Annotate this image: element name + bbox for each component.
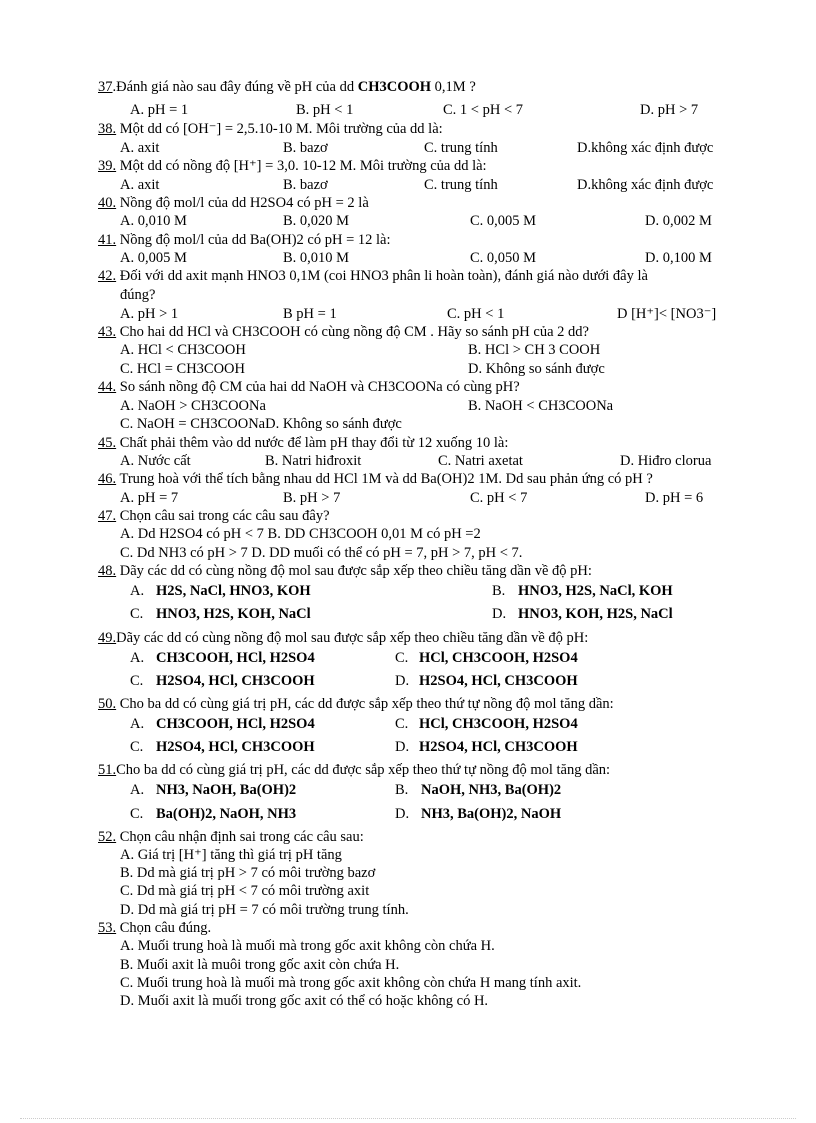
option-c: C. Dd mà giá trị pH < 7 có môi trường axit: [120, 883, 370, 899]
option-c: C. pH < 7: [470, 490, 528, 506]
option-c: HNO3, H2S, KOH, NaCl: [156, 606, 311, 622]
option-a: CH3COOH, HCl, H2SO4: [156, 650, 315, 666]
question-text: Chọn câu sai trong các câu sau đây?: [116, 508, 330, 524]
question-number: 50.: [98, 696, 117, 712]
option-c-label: C.: [395, 716, 409, 732]
question-text: So sánh nồng độ CM của hai dd NaOH và CH3COONa có cùng pH?: [116, 379, 520, 395]
option-a: CH3COOH, HCl, H2SO4: [156, 716, 315, 732]
question-text: Một dd có nồng độ [H⁺] = 3,0. 10-12 M. Môi trường của dd là:: [116, 158, 487, 174]
option-d: D. 0,100 M: [645, 250, 712, 266]
option-a: A. axit: [120, 140, 160, 156]
option-b: B. bazơ: [283, 177, 328, 193]
question-text-line2: đúng?: [120, 287, 156, 303]
option-c-label: C.: [130, 606, 144, 622]
option-a-label: A.: [130, 650, 145, 666]
question-44: [98, 379, 520, 396]
question-number: 49.: [98, 630, 117, 646]
option-b: B. pH < 1: [296, 102, 354, 118]
option-a: NH3, NaOH, Ba(OH)2: [156, 782, 297, 798]
question-37: [98, 79, 476, 96]
question-number: 47.: [98, 508, 117, 524]
option-a: A. 0,010 M: [120, 213, 187, 229]
question-text: Nồng độ mol/l của dd Ba(OH)2 có pH = 12 là:: [116, 232, 391, 248]
option-d: H2SO4, HCl, CH3COOH: [419, 739, 578, 755]
question-52: [98, 829, 364, 846]
question-text: Đối với dd axit mạnh HNO3 0,1M (coi HNO3 phân li hoàn toàn), đánh giá nào dưới đây là: [116, 268, 648, 284]
question-text: Cho ba dd có cùng giá trị pH, các dd được sắp xếp theo thứ tự nồng độ mol tăng dần:: [116, 696, 614, 712]
option-d-label: D.: [395, 806, 410, 822]
option-a: A. pH = 7: [120, 490, 179, 506]
option-a: A. Nước cất: [120, 453, 191, 469]
question-number: 42.: [98, 268, 117, 284]
option-d: D. Không so sánh được: [468, 361, 605, 377]
question-text: Nồng độ mol/l của dd H2SO4 có pH = 2 là: [116, 195, 369, 211]
question-number: 41.: [98, 232, 117, 248]
option-d: D. Muối axit là muối trong gốc axit có thể có hoặc không có H.: [120, 993, 489, 1009]
option-d: NH3, Ba(OH)2, NaOH: [421, 806, 562, 822]
option-d: HNO3, KOH, H2S, NaCl: [518, 606, 673, 622]
question-text-tail: 0,1M ?: [431, 79, 476, 95]
option-c: C. HCl = CH3COOH: [120, 361, 245, 377]
option-c2-label: C.: [130, 739, 144, 755]
option-a: A. Muối trung hoà là muối mà trong gốc axit không còn chứa H.: [120, 938, 495, 954]
question-number: 40.: [98, 195, 117, 211]
question-number: 38.: [98, 121, 117, 137]
option-b: B. 0,010 M: [283, 250, 350, 266]
question-text: Một dd có [OH⁻] = 2,5.10-10 M. Môi trường của dd là:: [116, 121, 443, 137]
option-b-label: B.: [395, 782, 409, 798]
option-a: A. pH = 1: [130, 102, 189, 118]
option-cd: C. Dd NH3 có pH > 7 D. DD muối có thể có pH = 7, pH > 7, pH < 7.: [120, 545, 523, 561]
question-number: 45.: [98, 435, 117, 451]
option-b: HNO3, H2S, NaCl, KOH: [518, 583, 673, 599]
question-45: [98, 435, 508, 452]
option-a-label: A.: [130, 716, 145, 732]
question-number: 43.: [98, 324, 117, 340]
option-b-label: B.: [492, 583, 506, 599]
question-number: 39.: [98, 158, 117, 174]
option-d-label: D.: [492, 606, 507, 622]
question-number: 46.: [98, 471, 117, 487]
option-c: C. trung tính: [424, 177, 498, 193]
option-a: A. NaOH > CH3COONa: [120, 398, 266, 414]
option-c2: H2SO4, HCl, CH3COOH: [156, 673, 315, 689]
option-c: C. 1 < pH < 7: [443, 102, 523, 118]
option-b: B pH = 1: [283, 306, 337, 322]
question-text: Dãy các dd có cùng nồng độ mol sau được sắp xếp theo chiều tăng dần về độ pH:: [116, 630, 589, 646]
option-d: H2SO4, HCl, CH3COOH: [419, 673, 578, 689]
option-d: D. pH = 6: [645, 490, 704, 506]
option-b: B. HCl > CH 3 COOH: [468, 342, 601, 358]
question-number: 37: [98, 79, 113, 95]
question-text: Cho hai dd HCl và CH3COOH có cùng nồng độ CM . Hãy so sánh pH của 2 dd?: [116, 324, 589, 340]
option-a: A. pH > 1: [120, 306, 179, 322]
option-d: D.không xác định được: [577, 177, 714, 193]
option-d: D. Dd mà giá trị pH = 7 có môi trường trung tính.: [120, 902, 409, 918]
option-c: HCl, CH3COOH, H2SO4: [419, 716, 578, 732]
question-48: [98, 563, 592, 580]
question-46: [98, 471, 653, 488]
option-c-label: C.: [130, 806, 144, 822]
option-b: B. bazơ: [283, 140, 328, 156]
option-ab: A. Dd H2SO4 có pH < 7 B. DD CH3COOH 0,01 M có pH =2: [120, 526, 481, 542]
question-41: [98, 232, 391, 249]
question-text: Dãy các dd có cùng nồng độ mol sau được sắp xếp theo chiều tăng dần về độ pH:: [116, 563, 592, 579]
option-d: D. Hiđro clorua: [620, 453, 712, 469]
question-text: Cho ba dd có cùng giá trị pH, các dd được sắp xếp theo thứ tự nồng độ mol tăng dần:: [116, 762, 611, 778]
option-b: B. Dd mà giá trị pH > 7 có môi trường bazơ: [120, 865, 376, 881]
option-c2-label: C.: [130, 673, 144, 689]
option-c: HCl, CH3COOH, H2SO4: [419, 650, 578, 666]
option-b: B. Natri hiđroxit: [265, 453, 362, 469]
question-40: [98, 195, 369, 212]
option-c-label: C.: [395, 650, 409, 666]
option-cd: C. NaOH = CH3COONaD. Không so sánh được: [120, 416, 402, 432]
option-c: C. Natri axetat: [438, 453, 523, 469]
option-a: A. 0,005 M: [120, 250, 187, 266]
option-a-label: A.: [130, 782, 145, 798]
option-c: C. 0,050 M: [470, 250, 537, 266]
option-d-label: D.: [395, 673, 410, 689]
option-b: NaOH, NH3, Ba(OH)2: [421, 782, 562, 798]
option-c: C. trung tính: [424, 140, 498, 156]
question-text: Chất phải thêm vào dd nước để làm pH thay đổi từ 12 xuống 10 là:: [116, 435, 509, 451]
option-c2: H2SO4, HCl, CH3COOH: [156, 739, 315, 755]
question-42: [98, 268, 648, 285]
question-text: Trung hoà với thể tích bằng nhau dd HCl 1M và dd Ba(OH)2 1M. Dd sau phản ứng có pH ?: [116, 471, 653, 487]
option-c: C. Muối trung hoà là muối mà trong gốc axit không còn chứa H mang tính axit.: [120, 975, 582, 991]
question-53: [98, 920, 211, 937]
option-a-label: A.: [130, 583, 145, 599]
question-number: 44.: [98, 379, 117, 395]
option-d: D. pH > 7: [640, 102, 699, 118]
option-d: D.không xác định được: [577, 140, 714, 156]
option-d: D. 0,002 M: [645, 213, 712, 229]
question-49: [98, 630, 588, 647]
question-50: [98, 696, 614, 713]
question-number: 51.: [98, 762, 117, 778]
question-38: [98, 121, 443, 138]
question-number: 52.: [98, 829, 117, 845]
option-b: B. 0,020 M: [283, 213, 350, 229]
option-d-label: D.: [395, 739, 410, 755]
option-b: B. NaOH < CH3COONa: [468, 398, 614, 414]
option-d: D [H⁺]< [NO3⁻]: [617, 306, 717, 322]
option-c: Ba(OH)2, NaOH, NH3: [156, 806, 297, 822]
question-51: [98, 762, 610, 779]
question-47: [98, 508, 330, 525]
formula: CH3COOH: [357, 79, 432, 95]
question-number: 53.: [98, 920, 117, 936]
question-text: Chọn câu đúng.: [116, 920, 212, 936]
option-c: C. pH < 1: [447, 306, 505, 322]
question-39: [98, 158, 487, 175]
option-b: B. pH > 7: [283, 490, 341, 506]
option-a: A. Giá trị [H⁺] tăng thì giá trị pH tăng: [120, 847, 342, 863]
option-c: C. 0,005 M: [470, 213, 537, 229]
question-43: [98, 324, 589, 341]
option-b: B. Muối axit là muôi trong gốc axit còn chứa H.: [120, 957, 400, 973]
page-bottom-divider: [20, 1118, 796, 1119]
option-a: H2S, NaCl, HNO3, KOH: [156, 583, 311, 599]
question-number: 48.: [98, 563, 117, 579]
question-text: .Đánh giá nào sau đây đúng về pH của dd: [112, 79, 358, 95]
option-a: A. axit: [120, 177, 160, 193]
question-text: Chọn câu nhận định sai trong các câu sau:: [116, 829, 364, 845]
option-a: A. HCl < CH3COOH: [120, 342, 246, 358]
